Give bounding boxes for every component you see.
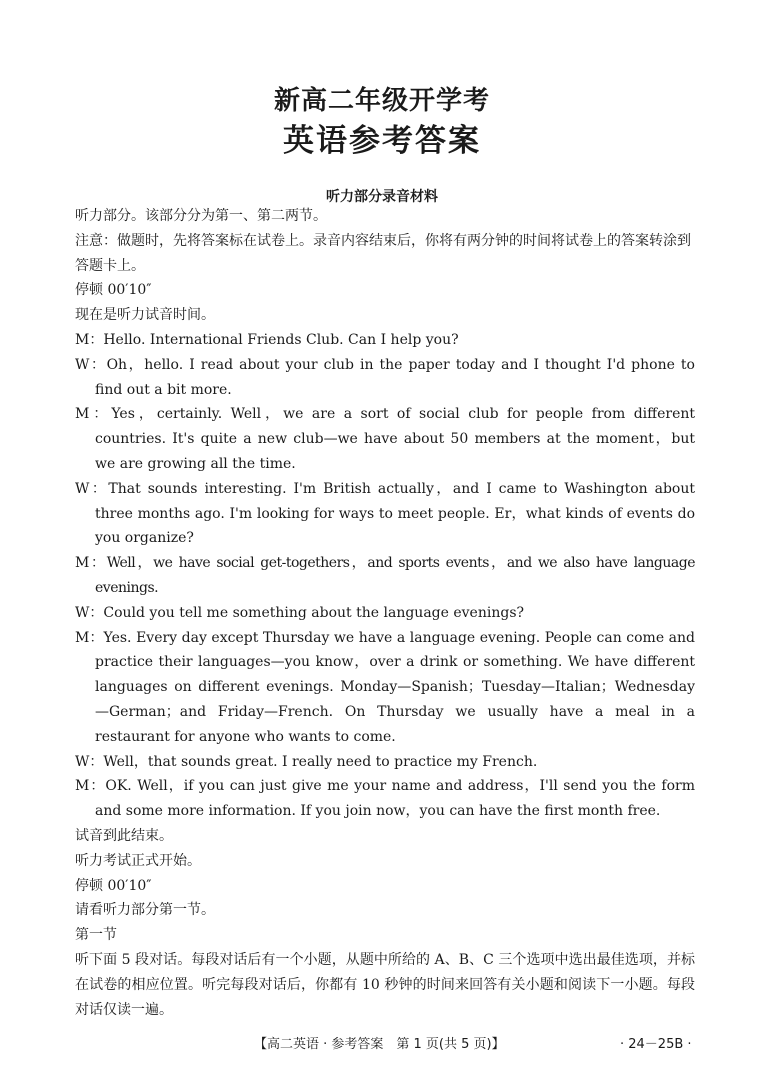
dialogue-line: W：Well，that sounds great. I really need to practice my French. xyxy=(75,753,538,770)
intro-paragraph: 听力部分。该部分分为第一、第二两节。 xyxy=(75,208,327,224)
dialogue-line: W：That sounds interesting. I'm British actually，and I came to Washington about three months ago. I'm looking for ways to meet people. Er，what kinds of events do you organize? xyxy=(75,480,695,547)
footer-page-info: 【高二英语 · 参考答案 第 1 页(共 5 页)】 xyxy=(254,1037,505,1052)
dialogue-line: M：Yes，certainly. Well，we are a sort of social club for people from different countries. It's quite a new club—we have about 50 members at the moment，but we are growing all the time. xyxy=(75,406,695,472)
pause-marker: 停顿 00′10″ xyxy=(75,282,152,299)
document-subtitle: 英语参考答案 xyxy=(283,123,481,159)
intro-paragraph: 注意：做题时，先将答案标在试卷上。录音内容结束后，你将有两分钟的时间将试卷上的答案转涂到答题卡上。 xyxy=(75,232,691,274)
closing-paragraph: 试音到此结束。 xyxy=(75,827,173,844)
intro-paragraph: 现在是听力试音时间。 xyxy=(75,307,215,324)
footer-code: · 24－25B · xyxy=(620,1037,692,1052)
dialogue-line: W：Could you tell me something about the language evenings? xyxy=(75,604,525,621)
dialogue-line: M：OK. Well，if you can just give me your name and address，I'll send you the form and some more information. If you join now，you can have the first month free. xyxy=(75,778,695,820)
dialogue-line: M：Hello. International Friends Club. Can I help you? xyxy=(75,331,459,348)
instructions-paragraph: 听下面 5 段对话。每段对话后有一个小题，从题中所给的 A、B、C 三个选项中选出最佳选项，并标在试卷的相应位置。听完每段对话后，你都有 10 秒钟的时间来回答有关小题和阅读下一小题。每段对话仅读一遍。 xyxy=(75,951,695,1018)
closing-paragraph: 听力考试正式开始。 xyxy=(75,852,201,869)
dialogue-line: W：Oh，hello. I read about your club in the paper today and I thought I'd phone to find out a bit more. xyxy=(75,356,695,398)
pause-marker: 停顿 00′10″ xyxy=(75,877,152,894)
document-title: 新高二年级开学考 xyxy=(273,86,490,116)
transcript-body xyxy=(75,204,695,1022)
dialogue-line: M：Well，we have social get-togethers，and sports events，and we also have language evenings. xyxy=(75,555,695,596)
section-title: 听力部分录音材料 xyxy=(326,189,438,205)
closing-paragraph: 请看听力部分第一节。 xyxy=(75,902,215,919)
section-heading: 第一节 xyxy=(75,927,117,944)
dialogue-line: M：Yes. Every day except Thursday we have a language evening. People can come and practice their languages—you know，over a drink or something. We have different languages on different evenings. Monday—Spanish；Tuesday—Italian；Wednesday—German；and Friday—French. On Thursday we usually have a meal in a restaurant for anyone who wants to come. xyxy=(75,629,695,745)
